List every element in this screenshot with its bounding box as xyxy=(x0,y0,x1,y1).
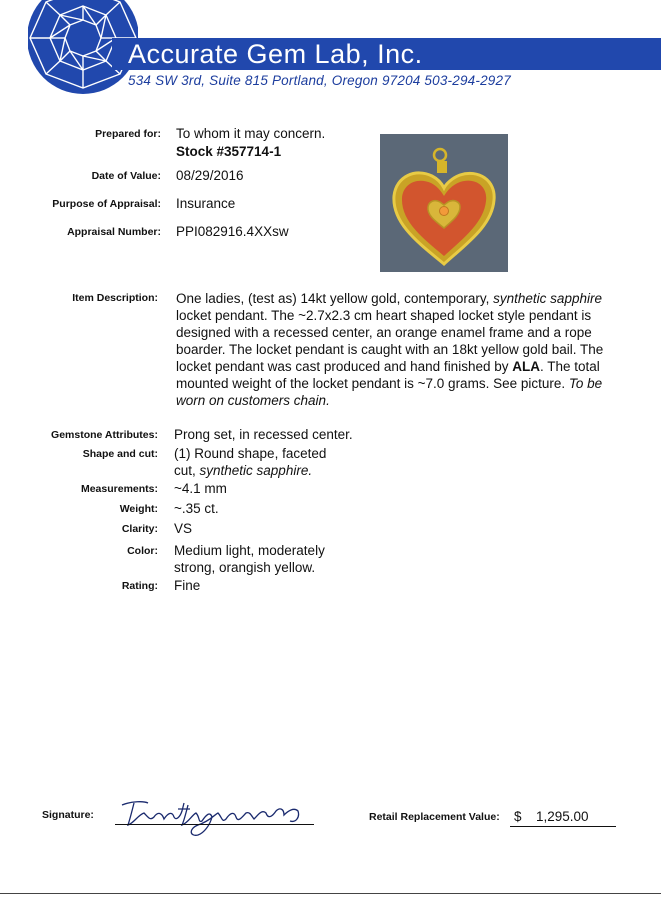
color-value-1: Medium light, moderately xyxy=(174,543,325,558)
company-address: 534 SW 3rd, Suite 815 Portland, Oregon 97204 503-294-2927 xyxy=(128,73,511,88)
gemstone-attributes-value: Prong set, in recessed center. xyxy=(174,427,353,442)
desc-part-1: One ladies, (test as) 14kt yellow gold, contemporary, xyxy=(176,291,494,306)
item-description-text xyxy=(176,290,631,409)
signature-label: Signature: xyxy=(42,809,94,821)
retail-value-line xyxy=(510,826,616,827)
gemstone-attributes-label: Gemstone Attributes: xyxy=(51,429,158,441)
date-of-value: 08/29/2016 xyxy=(176,168,244,183)
clarity-value: VS xyxy=(174,521,193,536)
shape-cut-value-2 xyxy=(174,463,312,480)
date-of-value-label: Date of Value: xyxy=(91,170,161,182)
handwritten-signature xyxy=(118,795,318,839)
footer-divider xyxy=(0,893,661,894)
rating-label: Rating: xyxy=(121,580,158,592)
color-label: Color: xyxy=(127,545,158,557)
retail-value-label: Retail Replacement Value: xyxy=(369,811,500,823)
measurements-label: Measurements: xyxy=(80,483,158,495)
stock-number: Stock #357714-1 xyxy=(176,144,282,159)
clarity-label: Clarity: xyxy=(121,523,158,535)
retail-value: 1,295.00 xyxy=(536,809,589,824)
desc-part-2: locket pendant. The ~2.7x2.3 cm heart shaped locket style pendant is designed with a recessed center, an orange enamel frame and a rope boarder. The locket pendant is caught with an 18kt yellow gold bail. The locket pendant was cast produced and hand finished by xyxy=(176,308,604,374)
weight-label: Weight: xyxy=(119,503,158,515)
color-value-2: strong, orangish yellow. xyxy=(174,560,316,575)
prepared-for-label: Prepared for: xyxy=(95,128,161,140)
company-name: Accurate Gem Lab, Inc. xyxy=(128,39,423,69)
rating-value: Fine xyxy=(174,578,201,593)
shape-cut-label: Shape and cut: xyxy=(82,448,158,460)
purpose-label: Purpose of Appraisal: xyxy=(52,198,161,210)
appraisal-number-label: Appraisal Number: xyxy=(67,226,161,238)
appraisal-number: PPI082916.4XXsw xyxy=(176,224,289,239)
weight-value: ~.35 ct. xyxy=(174,501,219,516)
pendant-photo xyxy=(380,134,508,272)
item-description-label: Item Description: xyxy=(72,292,158,304)
desc-part-1-italic: synthetic sapphire xyxy=(493,291,602,306)
shape-cut-text: cut, xyxy=(174,463,200,478)
signature-line xyxy=(115,824,314,825)
desc-part-3-italic: To be worn on customers chain. xyxy=(176,376,603,408)
desc-part-3: . The total mounted weight of the locket pendant is ~7.0 grams. See picture. xyxy=(176,359,600,391)
desc-part-2-bold: ALA xyxy=(512,359,540,374)
shape-cut-value-1: (1) Round shape, faceted xyxy=(174,446,327,461)
currency-symbol: $ xyxy=(514,809,522,824)
measurements-value: ~4.1 mm xyxy=(174,481,227,496)
shape-cut-italic: synthetic sapphire. xyxy=(199,463,313,478)
prepared-for-value: To whom it may concern. xyxy=(176,126,326,141)
purpose-value: Insurance xyxy=(176,196,236,211)
